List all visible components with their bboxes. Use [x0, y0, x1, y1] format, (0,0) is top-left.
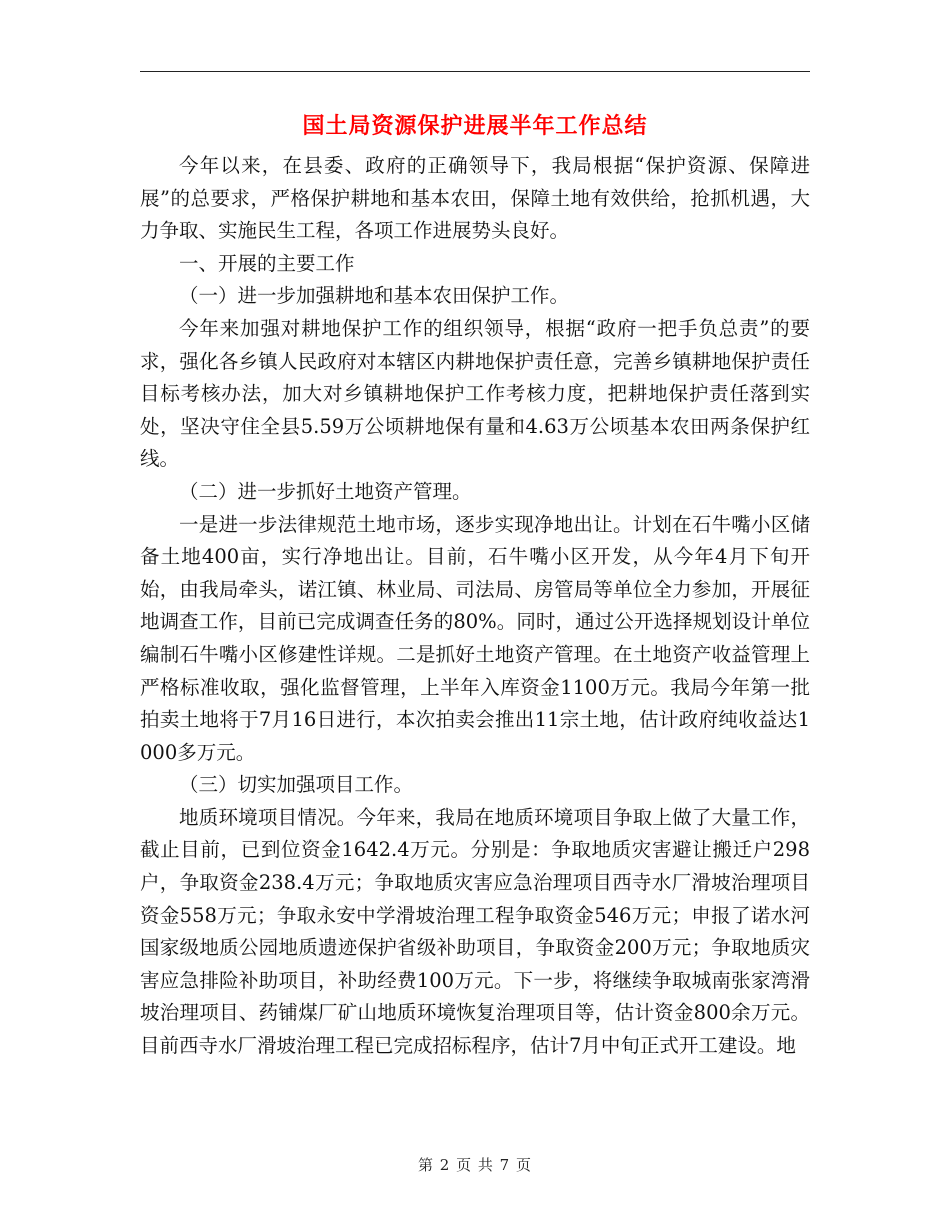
subsection-heading-2: （二）进一步抓好土地资产管理。: [179, 479, 472, 503]
document-body: [140, 150, 810, 1063]
header-rule: [140, 71, 810, 72]
paragraph-geological-projects: 地质环境项目情况。今年来，我局在地质环境项目争取上做了大量工作，截止目前，已到位资金1642.4万元。分别是：争取地质灾害避让搬迁户298户，争取资金238.4万元；争取地质灾害应急治理项目西寺水厂滑坡治理项目资金558万元；争取永安中学滑坡治理工程争取资金546万元；申报了诺水河国家级地质公园地质遗迹保护省级补助项目，争取资金200万元；争取地质灾害应急排险补助项目，补助经费100万元。下一步，将继续争取城南张家湾滑坡治理项目、药铺煤厂矿山地质环境恢复治理项目等，估计资金800余万元。目前西寺水厂滑坡治理工程已完成招标程序，估计7月中旬正式开工建设。地: [140, 805, 810, 1058]
document-title: 国土局资源保护进展半年工作总结: [302, 113, 648, 139]
intro-paragraph: 今年以来，在县委、政府的正确领导下，我局根据“保护资源、保障进展”的总要求，严格保护耕地和基本农田，保障土地有效供给，抢抓机遇，大力争取、实施民生工程，各项工作进展势头良好。: [140, 154, 810, 243]
subsection-heading-3: （三）切实加强项目工作。: [179, 773, 414, 797]
paragraph-land-asset-management: 一是进一步法律规范土地市场，逐步实现净地出让。计划在石牛嘴小区储备土地400亩，实行净地出让。目前，石牛嘴小区开发，从今年4月下旬开始，由我局牵头，诺江镇、林业局、司法局、房管局等单位全力参加，开展征地调查工作，目前已完成调查任务的80%。同时，通过公开选择规划设计单位编制石牛嘴小区修建性详规。二是抓好土地资产管理。在土地资产收益管理上严格标准收取，强化监督管理，上半年入库资金1100万元。我局今年第一批拍卖土地将于7月16日进行，本次拍卖会推出11宗土地，估计政府纯收益达1000多万元。: [140, 512, 810, 764]
subsection-heading-1: （一）进一步加强耕地和基本农田保护工作。: [179, 284, 570, 308]
paragraph-farmland-protection: 今年来加强对耕地保护工作的组织领导，根据“政府一把手负总责”的要求，强化各乡镇人民政府对本辖区内耕地保护责任意，完善乡镇耕地保护责任目标考核办法，加大对乡镇耕地保护工作考核力度，把耕地保护责任落到实处，坚决守住全县5.59万公顷耕地保有量和4.63万公顷基本农田两条保护红线。: [140, 316, 810, 471]
page-number-footer: 第 2 页 共 7 页: [418, 1156, 532, 1174]
section-heading-main-work: 一、开展的主要工作: [179, 251, 355, 275]
